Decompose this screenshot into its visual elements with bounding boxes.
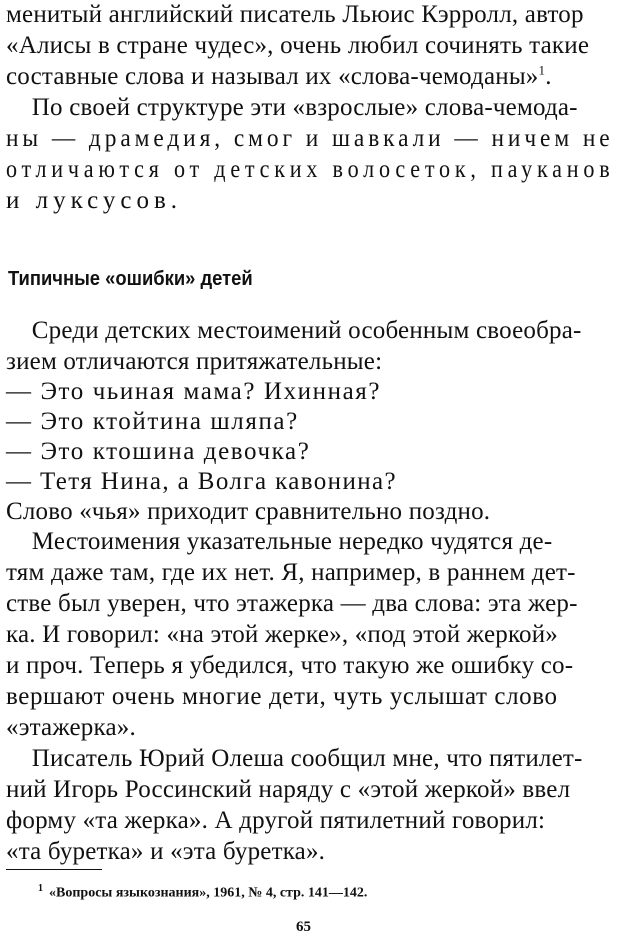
paragraph-start-line: Среди детских местоимений особенным своеобра-: [6, 317, 582, 344]
dialogue-line: — Это ктошина девочка?: [6, 438, 311, 465]
text-line: форму «та жерка». А другой пятилетний говорил:: [6, 807, 546, 834]
text-line: и проч. Теперь я убедился, что такую же ошибку со-: [6, 652, 574, 679]
text-line: ний Игорь Россинский наряду с «этой жеркой» ввел: [6, 776, 571, 803]
footnote-reference: 1: [538, 62, 546, 78]
text-line: зием отличаются притяжательные:: [6, 348, 383, 375]
text-line: вершают очень многие дети, чуть услышат слово: [6, 683, 558, 710]
dialogue-line: — Тетя Нина, а Волга кавонина?: [6, 468, 398, 495]
spaced-text-line: ны — драмедия, смог и шавкали — ничем не: [6, 125, 614, 152]
text-line: «та буретка» и «эта буретка».: [6, 838, 326, 865]
dialogue-line: — Это ктойтина шляпа?: [6, 408, 299, 435]
paragraph-start-line: Писатель Юрий Олеша сообщил мне, что пятилет-: [6, 745, 583, 772]
footnote-divider: [6, 869, 102, 870]
text-line-content: составные слова и называл их «слова-чемоданы»: [6, 63, 539, 90]
spaced-text-line: и луксусов.: [6, 187, 183, 214]
footnote: [38, 880, 367, 903]
spaced-text-line: отличаются от детских волосеток, пауканов: [6, 156, 615, 183]
footnote-mark: 1: [38, 883, 43, 894]
text-line: менитый английский писатель Льюис Кэрролл, автор: [6, 1, 584, 28]
paragraph-start-line: По своей структуре эти «взрослые» слова-чемода-: [6, 94, 578, 121]
text-line: «этажерка».: [6, 714, 136, 741]
text-line: «Алисы в стране чудес», очень любил сочинять такие: [6, 32, 590, 59]
text-line-with-footnote-ref: [6, 62, 552, 92]
text-line: тям даже там, где их нет. Я, например, в раннем дет-: [6, 559, 576, 586]
dialogue-line: — Это чьиная мама? Ихинная?: [6, 378, 382, 405]
text-line: стве был уверен, что этажерка — два слова: эта жер-: [6, 590, 578, 617]
sentence-period: .: [545, 63, 552, 90]
footnote-text: «Вопросы языкознания», 1961, № 4, стр. 141—142.: [49, 885, 368, 901]
text-line: ка. И говорил: «на этой жерке», «под этой жеркой»: [6, 621, 558, 648]
text-line: Слово «чья» приходит сравнительно поздно.: [6, 498, 491, 525]
section-heading: Типичные «ошибки» детей: [8, 268, 253, 290]
page-number: 65: [296, 919, 311, 935]
paragraph-start-line: Местоимения указательные нередко чудятся де-: [6, 528, 553, 555]
